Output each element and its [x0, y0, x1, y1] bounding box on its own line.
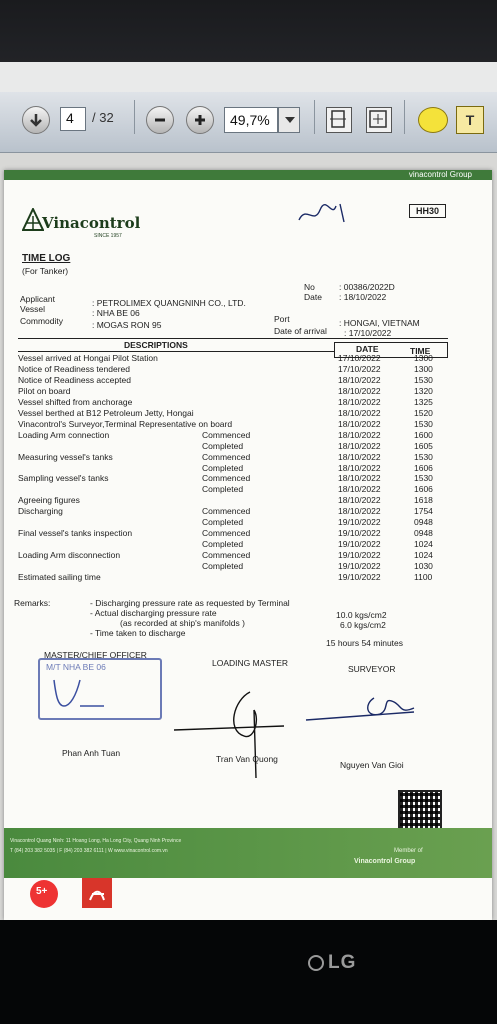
- surveyor-signature: [304, 690, 434, 730]
- row-time: 1024: [414, 550, 433, 561]
- monitor-brand: [308, 952, 356, 974]
- footer-member: Member of: [394, 848, 423, 854]
- footer-bar: [4, 828, 492, 878]
- row-date: 18/10/2022: [338, 429, 381, 440]
- row-time: 1530: [414, 473, 433, 484]
- row-status: Completed: [202, 517, 244, 528]
- app-icon[interactable]: [30, 880, 58, 908]
- remark-text: - Actual discharging pressure rate: [90, 608, 217, 618]
- loading-master-name: Tran Van Quong: [216, 754, 278, 764]
- loading-master-signature: [164, 690, 304, 780]
- brand-text: LG: [328, 952, 357, 973]
- row-date: 18/10/2022: [338, 418, 381, 429]
- row-status: Completed: [202, 539, 244, 550]
- sig-loading-label: LOADING MASTER: [212, 658, 289, 668]
- row-description: Final vessel's tanks inspection: [18, 528, 133, 539]
- row-time: 1605: [414, 440, 433, 451]
- arrival-label: Date of arrival: [274, 326, 327, 336]
- monitor-bezel-top: [0, 0, 497, 70]
- footer-contact: T (84) 203 382 5035 | F (84) 203 382 6111 | W www.vinacontrol.com.vn: [10, 848, 168, 854]
- row-time: 1030: [414, 561, 433, 572]
- row-status: Commenced: [202, 429, 251, 440]
- row-description: Notice of Readiness tendered: [18, 363, 130, 374]
- doc-title: TIME LOG: [22, 253, 71, 264]
- logo-since: SINCE 1957: [94, 233, 122, 239]
- row-description: Loading Arm connection: [18, 429, 110, 440]
- row-description: Agreeing figures: [18, 495, 80, 506]
- row-date: 18/10/2022: [338, 484, 381, 495]
- arrow-down-icon: [28, 112, 44, 128]
- row-status: Completed: [202, 462, 244, 473]
- applicant-value: : PETROLIMEX QUANGNINH CO., LTD.: [92, 298, 246, 308]
- row-date: 19/10/2022: [338, 561, 381, 572]
- vessel-label: Vessel: [20, 304, 46, 314]
- window-titlebar: [0, 62, 497, 92]
- row-time: 1606: [414, 462, 433, 473]
- col-time: TIME: [410, 346, 431, 356]
- comment-icon[interactable]: [418, 107, 448, 133]
- master-name: Phan Anh Tuan: [62, 748, 121, 758]
- row-time: 1606: [414, 484, 433, 495]
- screen: [0, 62, 497, 920]
- commodity-value: : MOGAS RON 95: [92, 320, 162, 330]
- row-time: 1520: [414, 407, 433, 418]
- master-signature: [50, 676, 110, 712]
- remark-value: 15 hours 54 minutes: [326, 638, 404, 648]
- row-date: 18/10/2022: [338, 440, 381, 451]
- plus-icon: [192, 112, 208, 128]
- footer-group: Vinacontrol Group: [354, 858, 416, 865]
- row-description: Measuring vessel's tanks: [18, 451, 113, 462]
- row-description: Discharging: [18, 506, 63, 517]
- row-description: Estimated sailing time: [18, 572, 101, 582]
- company-logo: Vinacontrol: [42, 214, 141, 232]
- row-date: 19/10/2022: [338, 528, 381, 539]
- row-time: 0948: [414, 528, 433, 539]
- row-time: 1618: [414, 495, 433, 506]
- row-status: Completed: [202, 561, 244, 572]
- taskbar: [0, 886, 497, 1024]
- remark-text: - Time taken to discharge: [90, 628, 186, 638]
- zoom-out-button[interactable]: [146, 106, 174, 134]
- row-time: 1024: [414, 539, 433, 550]
- row-status: Commenced: [202, 473, 251, 484]
- row-status: Commenced: [202, 528, 251, 539]
- row-time: 1754: [414, 506, 433, 517]
- surveyor-name: Nguyen Van Gioi: [340, 760, 404, 770]
- row-status: Completed: [202, 440, 244, 451]
- row-date: 17/10/2022: [338, 353, 381, 363]
- row-date: 18/10/2022: [338, 462, 381, 473]
- row-date: 18/10/2022: [338, 407, 381, 418]
- doc-subtitle: (For Tanker): [22, 266, 69, 276]
- row-time: 1300: [414, 363, 433, 374]
- row-description: Loading Arm disconnection: [18, 550, 121, 561]
- remarks-list: [4, 170, 492, 670]
- row-description: Sampling vessel's tanks: [18, 473, 109, 484]
- zoom-in-button[interactable]: [186, 106, 214, 134]
- date-value: : 18/10/2022: [339, 292, 387, 302]
- pdf-reader-icon[interactable]: [82, 878, 112, 908]
- group-label: vinacontrol Group: [408, 170, 472, 179]
- remark-text: (as recorded at ship's manifolds ): [120, 618, 245, 628]
- page-total: / 32: [92, 110, 114, 125]
- sig-master-label: MASTER/CHIEF OFFICER: [44, 650, 147, 660]
- row-date: 18/10/2022: [338, 451, 381, 462]
- row-description: Vessel shifted from anchorage: [18, 396, 133, 407]
- col-date: DATE: [356, 344, 379, 354]
- row-time: 1530: [414, 418, 433, 429]
- stamp-text: M/T NHA BE 06: [46, 662, 106, 672]
- form-code: HH30: [409, 204, 446, 218]
- remark-text: - Discharging pressure rate as requested by Terminal: [90, 598, 290, 608]
- vessel-value: : NHA BE 06: [92, 308, 140, 318]
- row-date: 18/10/2022: [338, 396, 381, 407]
- sig-surveyor-label: SURVEYOR: [348, 664, 396, 674]
- row-date: 18/10/2022: [338, 495, 381, 506]
- app-badge: 5+: [36, 886, 48, 897]
- row-time: 0948: [414, 517, 433, 528]
- remark-value: 6.0 kgs/cm2: [340, 620, 386, 630]
- row-date: 18/10/2022: [338, 374, 381, 385]
- page-number-input[interactable]: 4: [60, 107, 86, 131]
- port-label: Port: [274, 314, 290, 324]
- row-time: 1300: [414, 353, 433, 363]
- row-date: 18/10/2022: [338, 473, 381, 484]
- row-date: 19/10/2022: [338, 550, 381, 561]
- row-description: Vessel berthed at B12 Petroleum Jetty, Hongai: [18, 407, 194, 418]
- applicant-label: Applicant: [20, 294, 55, 304]
- chevron-down-icon: [285, 117, 295, 123]
- row-time: 1530: [414, 374, 433, 385]
- row-date: 17/10/2022: [338, 363, 381, 374]
- commodity-label: Commodity: [20, 316, 63, 326]
- row-description: Notice of Readiness accepted: [18, 374, 131, 385]
- pdf-toolbar: [0, 92, 497, 153]
- row-description: Vinacontrol's Surveyor,Terminal Representative on board: [18, 418, 233, 429]
- date-label: Date: [304, 292, 322, 302]
- no-value: : 00386/2022D: [339, 282, 395, 292]
- row-status: Commenced: [202, 451, 251, 462]
- row-time: 1100: [414, 572, 433, 582]
- footer-address: Vinacontrol Quang Ninh: 11 Hoang Long, Ha Long City, Quang Ninh Province: [10, 838, 182, 844]
- row-date: 19/10/2022: [338, 572, 381, 582]
- row-date: 19/10/2022: [338, 517, 381, 528]
- fit-page-icon[interactable]: [326, 107, 352, 133]
- col-descriptions: DESCRIPTIONS: [124, 340, 188, 350]
- row-time: 1320: [414, 385, 433, 396]
- row-time: 1530: [414, 451, 433, 462]
- row-status: Commenced: [202, 550, 251, 561]
- port-value: : HONGAI, VIETNAM: [339, 318, 420, 328]
- row-date: 18/10/2022: [338, 385, 381, 396]
- row-time: 1600: [414, 429, 433, 440]
- fit-width-icon[interactable]: [366, 107, 392, 133]
- lg-logo-icon: [308, 955, 324, 971]
- pdf-page: [4, 170, 492, 920]
- remarks-label: Remarks:: [14, 598, 51, 608]
- row-description: Pilot on board: [18, 385, 71, 396]
- row-time: 1325: [414, 396, 433, 407]
- minus-icon: [152, 112, 168, 128]
- text-tool-icon[interactable]: T: [456, 106, 484, 134]
- row-status: Commenced: [202, 506, 251, 517]
- zoom-dropdown-button[interactable]: [278, 107, 300, 133]
- arrival-value: : 17/10/2022: [344, 328, 392, 338]
- row-date: 19/10/2022: [338, 539, 381, 550]
- zoom-level-input[interactable]: 49,7%: [224, 107, 278, 133]
- row-date: 18/10/2022: [338, 506, 381, 517]
- row-description: Vessel arrived at Hongai Pilot Station: [18, 353, 158, 363]
- no-label: No: [304, 282, 315, 292]
- prev-page-button[interactable]: [22, 106, 50, 134]
- row-status: Completed: [202, 484, 244, 495]
- remark-value: 10.0 kgs/cm2: [336, 610, 387, 620]
